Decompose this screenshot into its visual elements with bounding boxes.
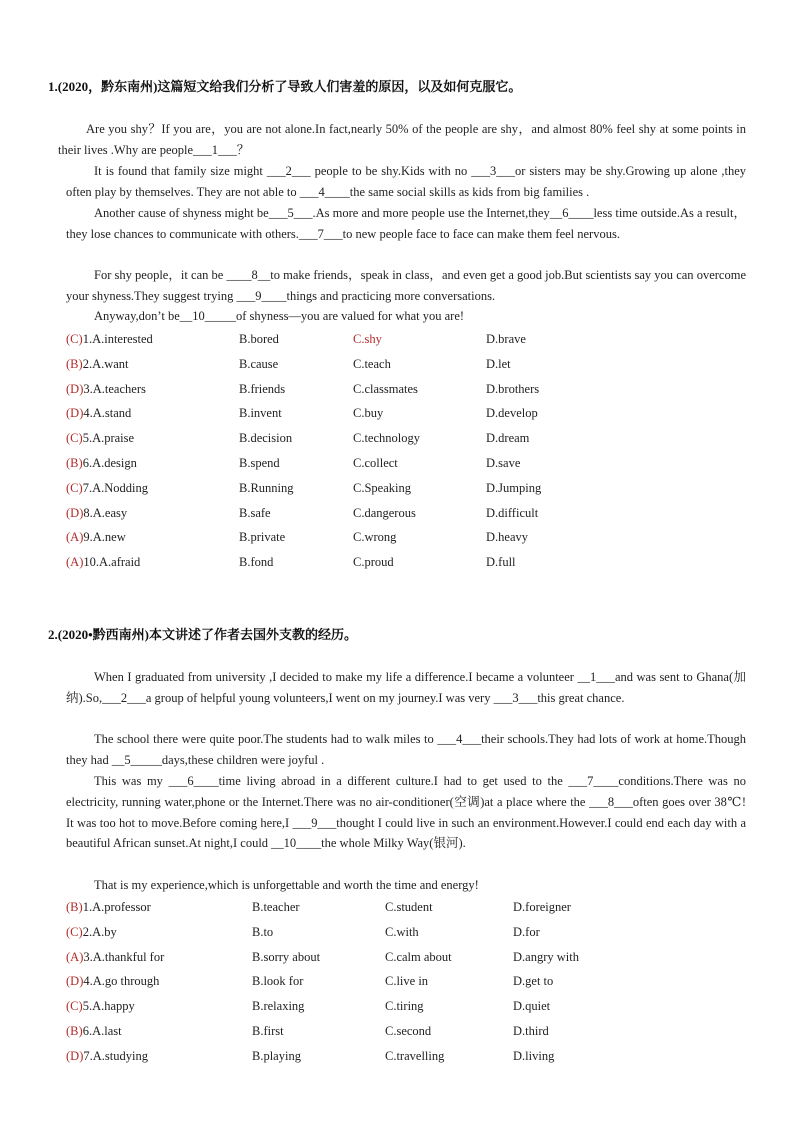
q2-option-row xyxy=(66,947,746,967)
q2-option-a[interactable]: A.studying xyxy=(92,1048,148,1063)
q1-option-a[interactable]: A.Nodding xyxy=(92,480,148,495)
q2-question-number: 1. xyxy=(82,900,93,914)
q1-option-d[interactable]: D.develop xyxy=(486,406,538,421)
q1-answer-label: (D)8.A.easy xyxy=(66,505,128,520)
q2-option-a[interactable]: A.last xyxy=(92,1024,122,1038)
q1-option-row xyxy=(66,329,746,349)
q1-question-number: 3. xyxy=(83,381,93,396)
q1-option-a[interactable]: A.new xyxy=(92,530,126,545)
q2-option-c[interactable]: C.live in xyxy=(385,974,429,989)
q2-option-c[interactable]: C.with xyxy=(385,924,419,939)
q1-answer-letter: B xyxy=(70,456,79,470)
q2-option-c[interactable]: C.second xyxy=(385,1024,432,1038)
q2-question-number: 7. xyxy=(83,1048,93,1063)
q1-option-row xyxy=(66,453,746,473)
q1-answer-label: (D)4.A.stand xyxy=(66,406,132,421)
q2-answer-label: (B)6.A.last xyxy=(66,1024,122,1038)
q2-option-c[interactable]: C.student xyxy=(385,900,433,914)
q1-option-row xyxy=(66,503,746,523)
q1-option-a[interactable]: A.easy xyxy=(92,505,128,520)
q2-option-row xyxy=(66,1021,746,1041)
q1-question-number: 6. xyxy=(82,456,93,470)
q2-question-number: 5. xyxy=(82,999,93,1014)
q1-paragraph-4: For shy people，it can be ____8__to make friends，speak in class，and even get a good job.But scientists say you can overcome your shyness.They suggest trying ___9____things and practicing more conversations. xyxy=(66,268,746,303)
q1-option-a[interactable]: A.teachers xyxy=(92,381,146,396)
q1-answer-label: (B)6.A.design xyxy=(66,456,137,470)
q2-answer-letter: B xyxy=(70,900,79,914)
q1-paragraph-5: Anyway,don’t be__10_____of shyness—you are valued for what you are! xyxy=(94,309,465,323)
q1-option-row xyxy=(66,428,746,448)
q1-answer-label: (D)3.A.teachers xyxy=(66,381,146,396)
q2-option-row xyxy=(66,922,746,942)
q1-option-d[interactable]: D.save xyxy=(486,456,521,470)
q1-question-number: 4. xyxy=(83,406,93,421)
q2-paragraph-1: When I graduated from university ,I decided to make my life a difference.I became a volunteer __1___and was sent to Ghana(加纳).So,___2___a group of helpful young volunteers,I went on my journey.I was very ___3___this great chance. xyxy=(66,670,746,705)
q1-option-c[interactable]: C.collect xyxy=(353,456,398,470)
q2-option-c[interactable]: C.tiring xyxy=(385,999,424,1014)
q1-answer-letter: C xyxy=(70,480,79,495)
q2-option-b[interactable]: B.look for xyxy=(252,974,304,989)
q1-option-c[interactable]: C.technology xyxy=(353,431,421,446)
q1-option-d[interactable]: D.difficult xyxy=(486,505,539,520)
q1-answer-letter: D xyxy=(70,505,80,520)
q1-option-d[interactable]: D.heavy xyxy=(486,530,528,545)
q1-option-d[interactable]: D.full xyxy=(486,555,516,570)
q2-option-d[interactable]: D.third xyxy=(513,1024,549,1038)
q1-option-b[interactable]: B.Running xyxy=(239,480,294,495)
q2-question-number: 4. xyxy=(83,974,93,989)
q1-option-d[interactable]: D.brothers xyxy=(486,381,540,396)
q1-option-a[interactable]: A.want xyxy=(92,356,129,371)
q2-option-row xyxy=(66,996,746,1016)
q1-answer-label: (B)2.A.want xyxy=(66,356,129,371)
q1-question-number: 9. xyxy=(83,530,93,545)
q2-option-row xyxy=(66,897,746,917)
q1-option-row xyxy=(66,403,746,423)
q2-paragraph-3: This was my ___6____time living abroad in a different culture.I had to get used to the ___7____conditions.There was no electricity, running water,phone or the Internet.There was no air-conditioner(空调)at a place where the ___8___often goes over 38℃! It was too hot to move.Before coming here,I ___9___thought I could live in such an environment.However.I could end each day with a beautiful African sunset.At night,I could __10____the whole Milky Way(银河). xyxy=(66,774,746,851)
q2-answer-label: (C)2.A.by xyxy=(66,924,117,939)
q1-paragraph-2: It is found that family size might ___2___ people to be shy.Kids with no ___3___or sisters may be shy.Growing up alone ,they often play by themselves. They are not able to ___4____the same social skills as kids from big families . xyxy=(66,164,746,199)
q1-paragraph-3: Another cause of shyness might be___5___.As more and more people use the Internet,they__6____less time outside.As a result，they lose chances to communicate with others.___7___to new people face to face can make them feel nervous. xyxy=(66,206,746,241)
question-2-heading: 2.(2020•黔西南州)本文讲述了作者去国外支教的经历。 xyxy=(48,627,357,642)
q1-option-a[interactable]: A.design xyxy=(92,456,137,470)
q1-option-c[interactable]: C.teach xyxy=(353,356,391,371)
q1-option-b[interactable]: B.fond xyxy=(239,555,274,570)
q2-option-a[interactable]: A.by xyxy=(92,924,117,939)
q1-option-c[interactable]: C.proud xyxy=(353,555,394,570)
q2-answer-letter: C xyxy=(70,924,79,939)
q1-answer-letter: D xyxy=(70,381,80,396)
q1-option-row xyxy=(66,478,746,498)
q1-question-number: 1. xyxy=(82,332,93,346)
q1-option-row xyxy=(66,379,746,399)
q1-option-row xyxy=(66,354,746,374)
q1-option-d[interactable]: D.brave xyxy=(486,332,526,346)
q1-answer-letter: C xyxy=(70,431,79,446)
q1-option-row xyxy=(66,552,746,572)
q1-option-c[interactable]: C.dangerous xyxy=(353,505,416,520)
q2-option-b[interactable]: B.sorry about xyxy=(252,949,321,964)
q2-question-number: 3. xyxy=(83,949,93,964)
q1-question-number: 5. xyxy=(82,431,93,446)
q2-answer-letter: B xyxy=(70,1024,79,1038)
q1-option-a[interactable]: A.praise xyxy=(92,431,135,446)
q1-answer-label: (C)7.A.Nodding xyxy=(66,480,148,495)
q1-option-b[interactable]: B.private xyxy=(239,530,286,545)
q1-option-b[interactable]: B.bored xyxy=(239,332,279,346)
q1-question-number: 10. xyxy=(83,555,99,570)
q2-answer-label: (D)7.A.studying xyxy=(66,1048,148,1063)
q1-option-d[interactable]: D.Jumping xyxy=(486,480,542,495)
q1-option-b[interactable]: B.safe xyxy=(239,505,271,520)
q1-option-a[interactable]: A.afraid xyxy=(99,555,141,570)
q1-option-a[interactable]: A.interested xyxy=(92,332,153,346)
q2-option-a[interactable]: A.go through xyxy=(92,974,160,989)
q2-option-c[interactable]: C.travelling xyxy=(385,1048,445,1063)
q1-option-c[interactable]: C.shy xyxy=(353,332,382,346)
q2-answer-label: (D)4.A.go through xyxy=(66,974,160,989)
q1-option-row xyxy=(66,527,746,547)
q1-option-a[interactable]: A.stand xyxy=(92,406,132,421)
q2-option-b[interactable]: B.first xyxy=(252,1024,284,1038)
q1-answer-letter: B xyxy=(70,356,79,371)
q1-answer-label: (A)9.A.new xyxy=(66,530,126,545)
q2-paragraph-2: The school there were quite poor.The students had to walk miles to ___4___their schools.They had lots of work at home.Though they had __5_____days,these children were joyful . xyxy=(66,732,746,767)
question-1-heading: 1.(2020，黔东南州)这篇短文给我们分析了导致人们害羞的原因，以及如何克服它。 xyxy=(48,79,522,94)
q1-question-number: 2. xyxy=(82,356,93,371)
q2-answer-label: (B)1.A.professor xyxy=(66,900,151,914)
q2-answer-letter: D xyxy=(70,1048,80,1063)
q1-answer-letter: D xyxy=(70,406,80,421)
q1-option-d[interactable]: D.dream xyxy=(486,431,530,446)
q2-paragraph-4: That is my experience,which is unforgettable and worth the time and energy! xyxy=(94,878,479,892)
q2-option-a[interactable]: A.happy xyxy=(92,999,135,1014)
q1-option-c[interactable]: C.buy xyxy=(353,406,384,421)
q1-option-b[interactable]: B.spend xyxy=(239,456,280,470)
q2-option-b[interactable]: B.relaxing xyxy=(252,999,305,1014)
q1-option-b[interactable]: B.invent xyxy=(239,406,282,421)
q1-option-c[interactable]: C.wrong xyxy=(353,530,397,545)
q2-option-b[interactable]: B.to xyxy=(252,924,274,939)
q2-answer-label: (C)5.A.happy xyxy=(66,999,135,1014)
q2-option-d[interactable]: D.get to xyxy=(513,974,554,989)
q1-option-c[interactable]: C.Speaking xyxy=(353,480,411,495)
q2-option-d[interactable]: D.foreigner xyxy=(513,900,571,914)
q1-answer-letter: A xyxy=(70,555,80,570)
q2-option-d[interactable]: D.angry with xyxy=(513,949,579,964)
q2-option-b[interactable]: B.teacher xyxy=(252,900,300,914)
q1-option-b[interactable]: B.cause xyxy=(239,356,279,371)
q2-option-c[interactable]: C.calm about xyxy=(385,949,452,964)
q1-option-d[interactable]: D.let xyxy=(486,356,511,371)
q2-question-number: 6. xyxy=(82,1024,93,1038)
q2-answer-label: (A)3.A.thankful for xyxy=(66,949,165,964)
q1-answer-label: (A)10.A.afraid xyxy=(66,555,141,570)
q1-answer-label: (C)1.A.interested xyxy=(66,332,153,346)
q2-option-d[interactable]: D.quiet xyxy=(513,999,551,1014)
q1-question-number: 7. xyxy=(82,480,93,495)
q1-question-number: 8. xyxy=(83,505,93,520)
q2-option-d[interactable]: D.for xyxy=(513,924,540,939)
q1-answer-letter: C xyxy=(70,332,79,346)
q2-answer-letter: A xyxy=(70,949,80,964)
q1-option-b[interactable]: B.friends xyxy=(239,381,286,396)
q2-option-a[interactable]: A.professor xyxy=(92,900,151,914)
q1-paragraph-1: Are you shy？If you are，you are not alone.In fact,nearly 50% of the people are shy，and almost 80% feel shy at some points in their lives .Why are people___1___？ xyxy=(58,122,746,157)
q1-option-c[interactable]: C.classmates xyxy=(353,381,418,396)
q2-question-number: 2. xyxy=(82,924,93,939)
q2-option-d[interactable]: D.living xyxy=(513,1048,555,1063)
q1-answer-letter: A xyxy=(70,530,80,545)
q2-answer-letter: D xyxy=(70,974,80,989)
q2-answer-letter: C xyxy=(70,999,79,1014)
q1-option-b[interactable]: B.decision xyxy=(239,431,293,446)
q2-option-row xyxy=(66,1046,746,1066)
q2-option-row xyxy=(66,971,746,991)
q1-answer-label: (C)5.A.praise xyxy=(66,431,135,446)
q2-option-b[interactable]: B.playing xyxy=(252,1048,301,1063)
q2-option-a[interactable]: A.thankful for xyxy=(92,949,165,964)
